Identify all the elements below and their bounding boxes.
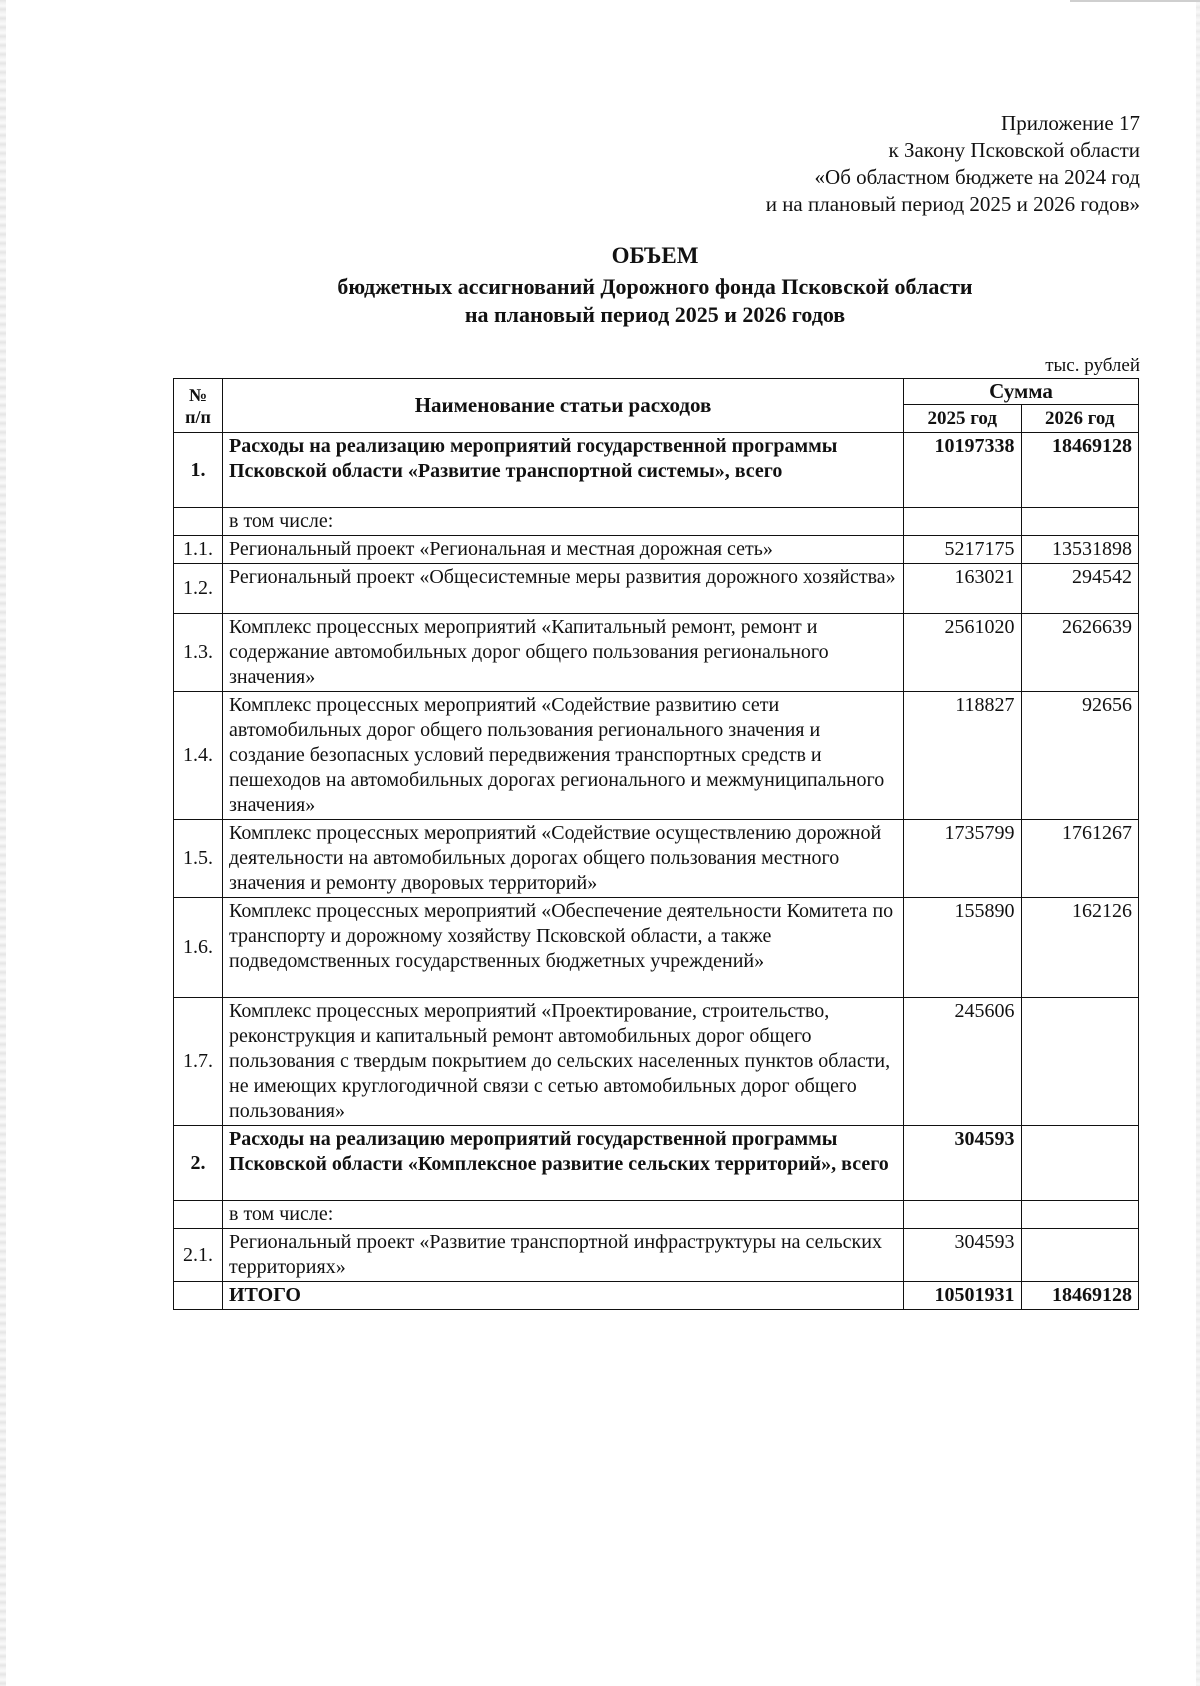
table-row [174,508,1139,536]
header-sum: Сумма [904,379,1139,405]
table-header-row [174,379,1139,405]
table-row [174,898,1139,998]
row-name-cell: Комплекс процессных мероприятий «Содействие развитию сети автомобильных дорог общего пользования регионального значения и создание безопасных условий передвижения транспортных средств и пешеходов на автомобильных дорогах регионального и межмуниципального значения» [223,692,904,820]
row-value-2026-cell [1021,1201,1139,1229]
row-number-cell [174,1201,223,1229]
row-name-cell: Комплекс процессных мероприятий «Капитальный ремонт, ремонт и содержание автомобильных дорог общего пользования регионального значения» [223,614,904,692]
row-number-cell: 1.7. [174,998,223,1126]
row-value-2025-cell [904,508,1022,536]
row-value-2026-cell: 294542 [1021,564,1139,614]
row-number-cell: 2. [174,1126,223,1201]
annex-line-1: Приложение 17 [1001,111,1140,135]
row-name-cell: Комплекс процессных мероприятий «Обеспечение деятельности Комитета по транспорту и дорожному хозяйству Псковской области, а также подведомственных государственных бюджетных учреждений» [223,898,904,998]
row-value-2025-cell: 5217175 [904,536,1022,564]
row-value-2025-cell: 10197338 [904,433,1022,508]
table-row [174,536,1139,564]
row-value-2025-cell [904,1201,1022,1229]
annex-header [766,110,1140,218]
row-value-2025-cell: 10501931 [904,1282,1022,1310]
table-body [174,433,1139,1310]
annex-line-3: «Об областном бюджете на 2024 год [814,165,1140,189]
row-number-cell: 1.6. [174,898,223,998]
table-row [174,1201,1139,1229]
scan-top-mark [1070,0,1200,2]
row-value-2026-cell [1021,1229,1139,1282]
header-year-2025: 2025 год [904,405,1022,433]
row-value-2025-cell: 304593 [904,1229,1022,1282]
row-number-cell: 1.1. [174,536,223,564]
header-name: Наименование статьи расходов [223,379,904,433]
document-title: ОБЪЕМ [611,243,699,268]
row-number-cell [174,1282,223,1310]
row-name-cell: Региональный проект «Развитие транспортной инфраструктуры на сельских территориях» [223,1229,904,1282]
table-row [174,998,1139,1126]
row-number-cell [174,508,223,536]
annex-line-4: и на плановый период 2025 и 2026 годов» [765,192,1140,216]
scan-edge-right [1196,0,1200,1686]
document-subtitle: бюджетных ассигнований Дорожного фонда Псковской области [337,274,973,299]
scan-edge-left [0,0,6,1686]
row-number-cell: 1. [174,433,223,508]
row-name-cell: в том числе: [223,508,904,536]
annex-line-2: к Закону Псковской области [888,138,1140,162]
table-row [174,614,1139,692]
row-number-cell: 1.5. [174,820,223,898]
row-value-2026-cell: 18469128 [1021,433,1139,508]
row-name-cell: в том числе: [223,1201,904,1229]
row-value-2026-cell: 2626639 [1021,614,1139,692]
table-row [174,1229,1139,1282]
row-name-cell: Комплекс процессных мероприятий «Содействие осуществлению дорожной деятельности на автомобильных дорогах общего пользования местного значения и ремонту дворовых территорий» [223,820,904,898]
table-row [174,692,1139,820]
row-value-2025-cell: 245606 [904,998,1022,1126]
row-value-2025-cell: 155890 [904,898,1022,998]
row-value-2026-cell: 13531898 [1021,536,1139,564]
budget-table [173,378,1139,1310]
header-number: № п/п [174,379,223,433]
row-number-cell: 2.1. [174,1229,223,1282]
row-name-cell: Расходы на реализацию мероприятий государственной программы Псковской области «Развитие транспортной системы», всего [223,433,904,508]
row-value-2025-cell: 304593 [904,1126,1022,1201]
row-value-2026-cell: 18469128 [1021,1282,1139,1310]
row-number-cell: 1.3. [174,614,223,692]
table-row [174,433,1139,508]
table-row [174,564,1139,614]
row-value-2025-cell: 163021 [904,564,1022,614]
row-name-cell: ИТОГО [223,1282,904,1310]
row-value-2026-cell: 92656 [1021,692,1139,820]
units-label: тыс. рублей [1045,355,1140,376]
row-value-2026-cell [1021,508,1139,536]
row-value-2026-cell: 162126 [1021,898,1139,998]
row-value-2025-cell: 1735799 [904,820,1022,898]
row-name-cell: Расходы на реализацию мероприятий государственной программы Псковской области «Комплексное развитие сельских территорий», всего [223,1126,904,1201]
document-period: на плановый период 2025 и 2026 годов [464,302,846,327]
table-total-row [174,1282,1139,1310]
row-number-cell: 1.4. [174,692,223,820]
table-row [174,1126,1139,1201]
row-value-2025-cell: 2561020 [904,614,1022,692]
row-value-2026-cell [1021,998,1139,1126]
row-name-cell: Комплекс процессных мероприятий «Проектирование, строительство, реконструкция и капитальный ремонт автомобильных дорог общего пользования с твердым покрытием до сельских населенных пунктов области, не имеющих круглогодичной связи с сетью автомобильных дорог общего пользования» [223,998,904,1126]
row-value-2026-cell [1021,1126,1139,1201]
table-row [174,820,1139,898]
header-year-2026: 2026 год [1021,405,1139,433]
row-number-cell: 1.2. [174,564,223,614]
row-name-cell: Региональный проект «Региональная и местная дорожная сеть» [223,536,904,564]
row-name-cell: Региональный проект «Общесистемные меры развития дорожного хозяйства» [223,564,904,614]
row-value-2025-cell: 118827 [904,692,1022,820]
row-value-2026-cell: 1761267 [1021,820,1139,898]
